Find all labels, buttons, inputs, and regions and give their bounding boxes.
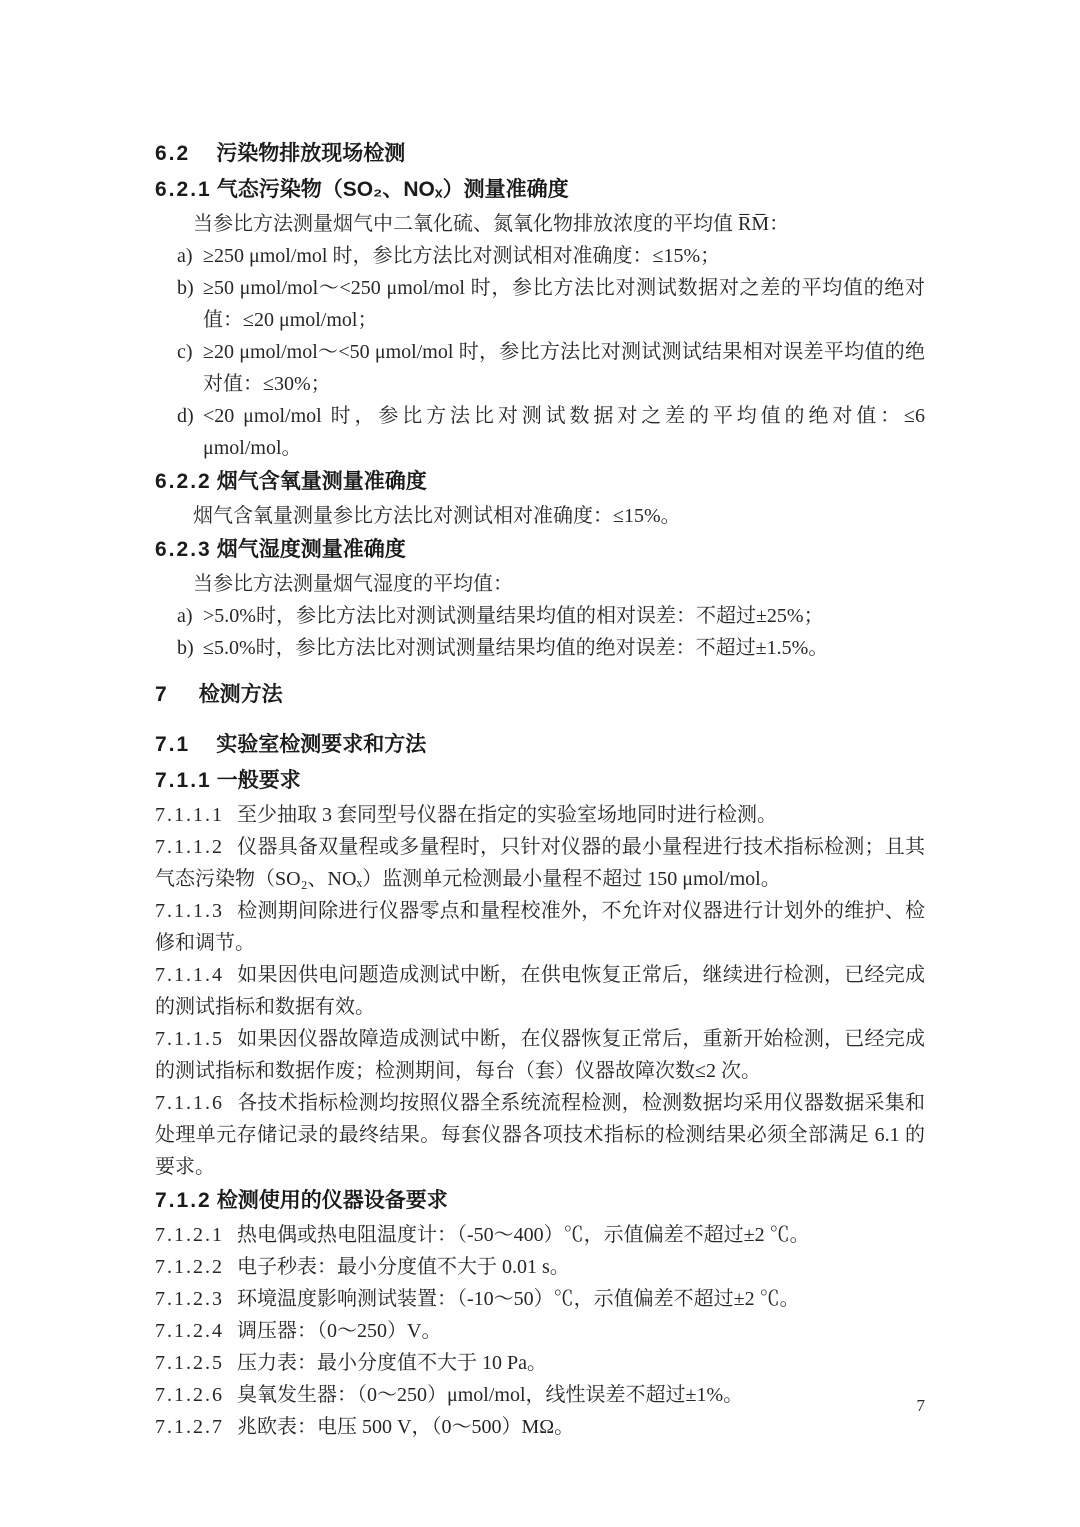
heading-title: 烟气含氧量测量准确度 [216, 470, 427, 493]
clause-7-1-1-4 [155, 959, 925, 1023]
list-marker: a) [177, 605, 193, 627]
clause-number: 7.1.2.6 [155, 1384, 224, 1406]
list-text: >5.0%时，参比方法比对测试测量结果均值的相对误差：不超过±25%； [203, 605, 824, 627]
heading-6-2-3 [155, 532, 925, 568]
list-marker: b) [177, 277, 194, 299]
list-text: ≥50 μmol/mol～<250 μmol/mol 时，参比方法比对测试数据对之差的平均值的绝对值：≤20 μmol/mol； [203, 277, 925, 331]
list-item-d [155, 400, 925, 464]
heading-7-1-2 [155, 1183, 925, 1219]
clause-7-1-2-4 [155, 1315, 925, 1347]
heading-title: 气态污染物（SO₂、NOₓ）测量准确度 [216, 178, 569, 201]
heading-number: 6.2 [155, 142, 191, 165]
heading-7-1 [155, 727, 925, 763]
clause-number: 7.1.1.2 [155, 836, 224, 858]
list-item-a [155, 240, 925, 272]
clause-text: 调压器：（0～250）V。 [237, 1320, 442, 1342]
heading-number: 7.1.2 [155, 1189, 212, 1212]
clause-text: 各技术指标检测均按照仪器全系统流程检测，检测数据均采用仪器数据采集和处理单元存储记录的最终结果。每套仪器各项技术指标的检测结果必须全部满足 6.1 的要求。 [155, 1092, 925, 1178]
clause-7-1-2-6 [155, 1379, 925, 1411]
clause-7-1-1-1 [155, 799, 925, 831]
clause-7-1-2-7 [155, 1411, 925, 1443]
heading-number: 6.2.1 [155, 178, 212, 201]
clause-number: 7.1.2.1 [155, 1224, 224, 1246]
clause-number: 7.1.2.3 [155, 1288, 224, 1310]
list-marker: d) [177, 405, 194, 427]
list-item-b [155, 632, 925, 664]
heading-number: 6.2.2 [155, 470, 212, 493]
heading-6-2-2 [155, 464, 925, 500]
paragraph-oxygen: 烟气含氧量测量参比方法比对测试相对准确度：≤15%。 [193, 505, 681, 527]
clause-number: 7.1.2.2 [155, 1256, 224, 1278]
clause-text: 兆欧表：电压 500 V，（0～500）MΩ。 [237, 1416, 575, 1438]
clause-text: 环境温度影响测试装置：（-10～50）℃，示值偏差不超过±2 ℃。 [237, 1288, 800, 1310]
clause-7-1-2-3 [155, 1283, 925, 1315]
clause-number: 7.1.1.5 [155, 1028, 224, 1050]
heading-7-1-1 [155, 763, 925, 799]
heading-number: 6.2.3 [155, 538, 212, 561]
clause-number: 7.1.1.6 [155, 1092, 224, 1114]
clause-text: 至少抽取 3 套同型号仪器在指定的实验室场地同时进行检测。 [237, 804, 777, 826]
clause-text: 检测期间除进行仪器零点和量程校准外，不允许对仪器进行计划外的维护、检修和调节。 [155, 900, 925, 954]
clause-text: 压力表：最小分度值不大于 10 Pa。 [237, 1352, 547, 1374]
clause-text: 热电偶或热电阻温度计：（-50～400）℃，示值偏差不超过±2 ℃。 [237, 1224, 810, 1246]
heading-number: 7 [155, 683, 169, 706]
clause-7-1-1-5 [155, 1023, 925, 1087]
clause-text: 仪器具备双量程或多量程时，只针对仪器的最小量程进行技术指标检测；且其气态污染物（SO₂、NOₓ）监测单元检测最小量程不超过 150 μmol/mol。 [155, 836, 925, 890]
clause-7-1-2-2 [155, 1251, 925, 1283]
list-text: <20 μmol/mol 时，参比方法比对测试数据对之差的平均值的绝对值：≤6 μmol/mol。 [203, 405, 925, 459]
heading-6-2-1 [155, 172, 925, 208]
heading-6-2 [155, 136, 925, 172]
heading-number: 7.1 [155, 733, 191, 756]
list-item-a [155, 600, 925, 632]
clause-7-1-1-3 [155, 895, 925, 959]
clause-text: 如果因供电问题造成测试中断，在供电恢复正常后，继续进行检测，已经完成的测试指标和数据有效。 [155, 964, 925, 1018]
heading-title: 检测使用的仪器设备要求 [216, 1189, 448, 1212]
clause-7-1-1-6 [155, 1087, 925, 1183]
page-number: 7 [916, 1396, 925, 1415]
clause-number: 7.1.2.4 [155, 1320, 224, 1342]
heading-title: 实验室检测要求和方法 [216, 733, 427, 756]
list-text: ≥250 μmol/mol 时，参比方法比对测试相对准确度：≤15%； [203, 245, 721, 267]
heading-chapter-7 [155, 677, 925, 713]
list-text: ≤5.0%时，参比方法比对测试测量结果均值的绝对误差：不超过±1.5%。 [203, 637, 829, 659]
heading-number: 7.1.1 [155, 769, 212, 792]
clause-7-1-2-1 [155, 1219, 925, 1251]
clause-number: 7.1.1.4 [155, 964, 224, 986]
paragraph-gas-intro: 当参比方法测量烟气中二氧化硫、氮氧化物排放浓度的平均值 R̅M̅： [193, 213, 790, 235]
clause-text: 臭氧发生器：（0～250）μmol/mol，线性误差不超过±1%。 [237, 1384, 744, 1406]
clause-7-1-1-2 [155, 831, 925, 895]
list-item-b [155, 272, 925, 336]
clause-number: 7.1.1.3 [155, 900, 224, 922]
clause-number: 7.1.2.7 [155, 1416, 224, 1438]
paragraph-humidity-intro: 当参比方法测量烟气湿度的平均值： [193, 573, 513, 595]
list-marker: c) [177, 341, 193, 363]
list-text: ≥20 μmol/mol～<50 μmol/mol 时，参比方法比对测试测试结果相对误差平均值的绝对值：≤30%； [203, 341, 925, 395]
heading-title: 烟气湿度测量准确度 [216, 538, 406, 561]
clause-number: 7.1.1.1 [155, 804, 224, 826]
heading-title: 一般要求 [216, 769, 301, 792]
heading-title: 污染物排放现场检测 [216, 142, 406, 165]
clause-text: 电子秒表：最小分度值不大于 0.01 s。 [237, 1256, 570, 1278]
document-content [155, 136, 925, 1443]
clause-number: 7.1.2.5 [155, 1352, 224, 1374]
heading-title: 检测方法 [198, 683, 283, 706]
list-marker: b) [177, 637, 194, 659]
list-marker: a) [177, 245, 193, 267]
clause-text: 如果因仪器故障造成测试中断，在仪器恢复正常后，重新开始检测，已经完成的测试指标和数据作废；检测期间，每台（套）仪器故障次数≤2 次。 [155, 1028, 925, 1082]
clause-7-1-2-5 [155, 1347, 925, 1379]
list-item-c [155, 336, 925, 400]
